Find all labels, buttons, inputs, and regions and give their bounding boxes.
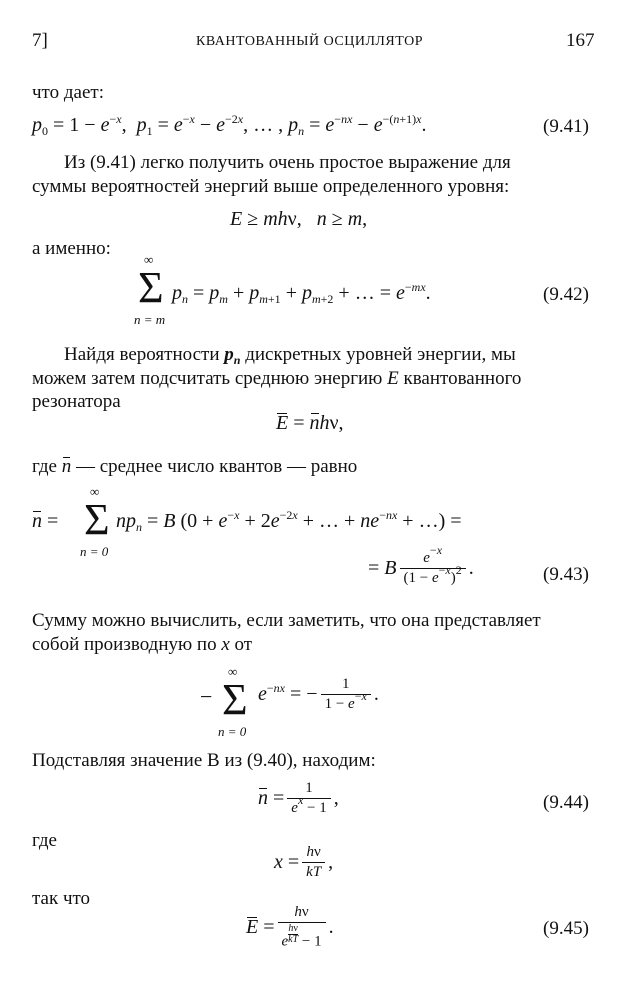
text-line: суммы вероятностей энергий выше определенного уровня:	[32, 176, 510, 197]
text-line: можем затем подсчитать среднюю энергию E квантованного	[32, 368, 522, 389]
page-number: 167	[566, 30, 595, 51]
equation-number: (9.41)	[543, 116, 589, 137]
x-definition: x = $\frac{h\nu}{kT}$ ,	[274, 844, 334, 880]
mean-energy-equation: E = nhν,	[276, 412, 344, 434]
inequality: E ≥ mhν, n ≥ m,	[230, 208, 368, 230]
equation-9-43: $np_n = B$ ($0 + e^{-x} + 2e^{-2x}$ + … + $ne^{-nx}$ + …) =	[116, 508, 462, 534]
equation-number: (9.43)	[543, 564, 589, 585]
text-line: а именно:	[32, 238, 111, 259]
derivative-expression: $e^{-nx}$ = − $\frac{1}{1 - e^{-x}}$ .	[258, 676, 379, 712]
equation-9-43-lhs: n =	[32, 510, 59, 532]
text-line: где	[32, 830, 57, 851]
equation-number: (9.44)	[543, 792, 589, 813]
text-line: что дает:	[32, 82, 104, 103]
equation-9-41: $p_0 = 1 - e^{-x}$, $p_1 = e^{-x} - e^{-2x}$, … , $p_n = e^{-nx} - e^{-(n+1)x}$.	[32, 112, 427, 138]
text-line: резонатора	[32, 391, 121, 412]
equation-number: (9.45)	[543, 918, 589, 939]
equation-number: (9.42)	[543, 284, 589, 305]
text-line: Найдя вероятности $p_n$ дискретных уровней энергии, мы	[64, 344, 516, 367]
equation-9-45: E = hν e $^{\frac{h\nu}{kT}}$ − 1 .	[246, 904, 334, 950]
text-line: где n — среднее число квантов — равно	[32, 456, 358, 477]
text-line: так что	[32, 888, 91, 909]
equation-9-43-rhs: = B $\frac{e^{-x}}{(1 - e^{-x})^2}$ .	[368, 543, 474, 586]
text-line: Из (9.41) легко получить очень простое выражение для	[64, 152, 511, 173]
sum-symbol: ∞ Σ n = 0	[80, 484, 110, 559]
chapter-number: 7]	[32, 30, 48, 51]
running-title: КВАНТОВАННЫЙ ОСЦИЛЛЯТОР	[196, 34, 424, 49]
text-line: Подставляя значение B из (9.40), находим:	[32, 750, 376, 771]
equation-9-42: $p_n = p_m + p_{m+1} + p_{m+2}$ + … = $e^{-mx}$.	[172, 280, 431, 306]
text-line: собой производную по x от	[32, 634, 253, 655]
text-line: Сумму можно вычислить, если заметить, что она представляет	[32, 610, 541, 631]
minus-sign: −	[200, 684, 213, 709]
sum-symbol: ∞ Σ n = 0	[218, 664, 248, 739]
sum-symbol: ∞ Σ n = m	[134, 252, 166, 327]
equation-9-44: n = $\frac{1}{e^x - 1}$ ,	[258, 780, 339, 816]
